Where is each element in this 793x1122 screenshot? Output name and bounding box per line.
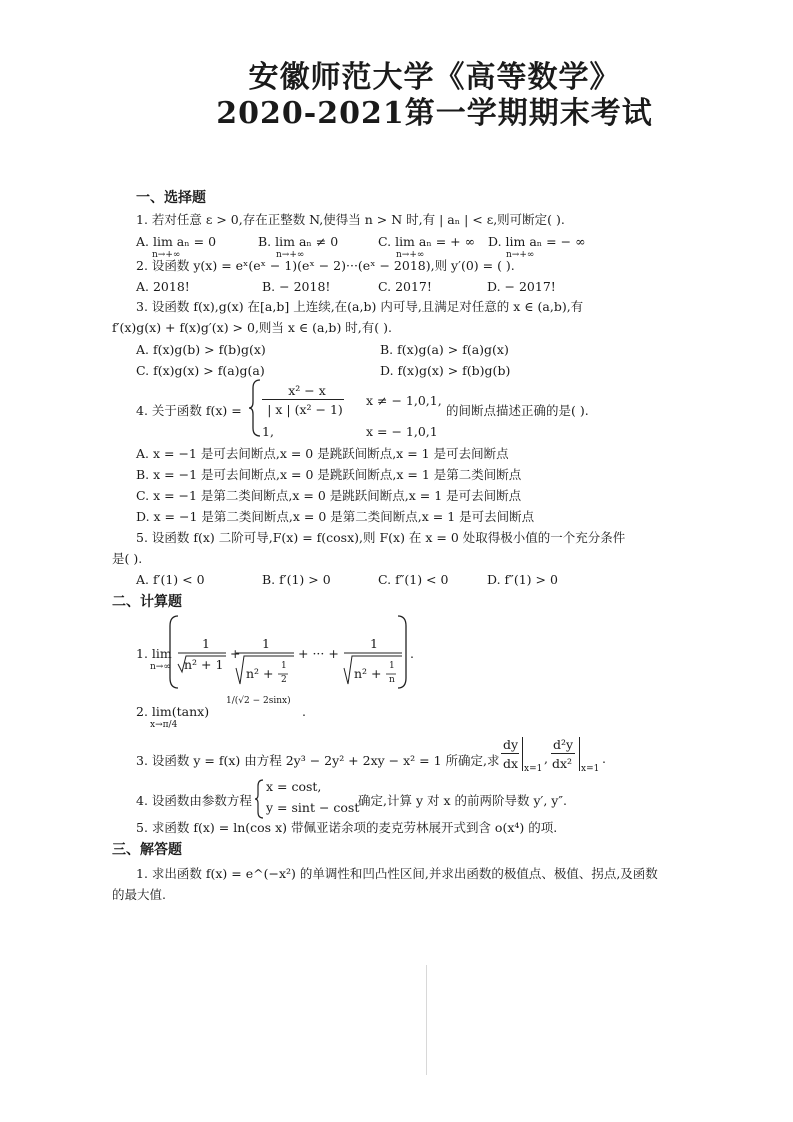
choice-q4-numerator: x² − x xyxy=(288,383,326,398)
choice-q4-suffix: 的间断点描述正确的是( ). xyxy=(446,403,589,418)
calc-q1-ellipsis: + ··· + xyxy=(298,646,339,661)
choice-q1-stem: 1. 若对任意 ε > 0,存在正整数 N,使得当 n > N 时,有 | aₙ | < ε,则可断定( ). xyxy=(136,212,565,227)
calc-q3-at-2: x=1 xyxy=(581,764,600,774)
choice-q4-condition2: x = − 1,0,1 xyxy=(366,424,438,439)
choice-q4-fraction-bar xyxy=(262,399,344,400)
choice-q3-option-b: B. f(x)g(a) > f(a)g(x) xyxy=(380,342,509,357)
section-calc-heading: 二、计算题 xyxy=(112,594,182,610)
choice-q4-condition1: x ≠ − 1,0,1, xyxy=(366,393,442,408)
calc-q3-period: . xyxy=(602,751,606,766)
calc-q3-dx: dx xyxy=(503,756,519,771)
calc-q3-fraction-bar-2 xyxy=(551,753,575,754)
calc-q1-n-numerator: 1 xyxy=(389,661,395,671)
calc-q3-dy: dy xyxy=(503,737,519,752)
choice-q1-limit-subscript-c: n→+∞ xyxy=(396,250,425,260)
calc-q2-exponent: 1/(√2 − 2sinx) xyxy=(226,696,291,706)
calc-q3-eval-bar-1 xyxy=(522,737,523,771)
choice-q4-case2: 1, xyxy=(262,424,274,439)
choice-q1-option-d: D. lim aₙ = − ∞ xyxy=(488,234,586,249)
calc-q1-denominator-3: n² + xyxy=(354,666,382,681)
calc-q4-equation-y: y = sint − cost xyxy=(266,800,360,815)
calc-q1-numerator-2: 1 xyxy=(262,636,270,651)
calc-q3-at-1: x=1 xyxy=(524,764,543,774)
section-choice-heading: 一、选择题 xyxy=(136,190,206,206)
exam-title-line1: 安徽师范大学《高等数学》 xyxy=(248,60,621,95)
choice-q3-stem-line2: f′(x)g(x) + f(x)g′(x) > 0,则当 x ∈ (a,b) 时,有( ). xyxy=(112,320,392,335)
calc-q1-plus: + xyxy=(230,646,241,661)
calc-q4-equation-x: x = cost, xyxy=(266,779,322,794)
calc-q4-prefix: 4. 设函数由参数方程 xyxy=(136,793,252,808)
answer-q1-line1: 1. 求出函数 f(x) = e^(−x²) 的单调性和凹凸性区间,并求出函数的极值点、极值、拐点,及函数 xyxy=(136,866,658,881)
calc-q2-period: . xyxy=(302,704,306,719)
choice-q4-option-c: C. x = −1 是第二类间断点,x = 0 是跳跃间断点,x = 1 是可去间断点 xyxy=(136,488,522,503)
choice-q1-option-c: C. lim aₙ = + ∞ xyxy=(378,234,476,249)
calc-q3-eval-bar-2 xyxy=(579,737,580,771)
calc-q3-dx2: dx² xyxy=(552,756,573,771)
choice-q3-stem-line1: 3. 设函数 f(x),g(x) 在[a,b] 上连续,在(a,b) 内可导,且满足对任意的 x ∈ (a,b),有 xyxy=(136,299,584,314)
calc-q3-fraction-bar-1 xyxy=(501,753,519,754)
calc-q2-text: 2. lim(tanx) xyxy=(136,704,210,719)
choice-q3-option-a: A. f(x)g(b) > f(b)g(x) xyxy=(136,342,266,357)
calc-q3-separator: , xyxy=(544,751,548,766)
choice-q1-option-a: A. lim aₙ = 0 xyxy=(136,234,217,249)
calc-q1-numerator-1: 1 xyxy=(202,636,210,651)
choice-q4-prefix: 4. 关于函数 f(x) = xyxy=(136,403,242,418)
choice-q5-option-b: B. f′(1) > 0 xyxy=(262,572,331,587)
choice-q2-option-a: A. 2018! xyxy=(136,279,190,294)
choice-q1-limit-subscript-a: n→+∞ xyxy=(152,250,181,260)
calc-q4-left-brace-icon xyxy=(254,778,264,820)
calc-q1-n-denominator: n xyxy=(389,675,395,685)
choice-q1-limit-subscript-d: n→+∞ xyxy=(506,250,535,260)
choice-q4-option-a: A. x = −1 是可去间断点,x = 0 是跳跃间断点,x = 1 是可去间断点 xyxy=(136,446,509,461)
choice-q1-limit-subscript-b: n→+∞ xyxy=(276,250,305,260)
choice-q2-option-c: C. 2017! xyxy=(378,279,432,294)
calc-q5-text: 5. 求函数 f(x) = ln(cos x) 带佩亚诺余项的麦克劳林展开式到含 o(x⁴) 的项. xyxy=(136,820,558,835)
choice-q5-stem-line2: 是( ). xyxy=(112,551,143,566)
choice-q3-option-d: D. f(x)g(x) > f(b)g(b) xyxy=(380,363,511,378)
calc-q1-period: . xyxy=(410,646,414,661)
choice-q4-left-brace-icon xyxy=(248,378,262,438)
choice-q4-option-b: B. x = −1 是可去间断点,x = 0 是跳跃间断点,x = 1 是第二类间断点 xyxy=(136,467,522,482)
answer-q1-line2: 的最大值. xyxy=(112,887,166,902)
exam-title-line2: 2020-2021第一学期期末考试 xyxy=(216,96,653,131)
choice-q5-option-c: C. f″(1) < 0 xyxy=(378,572,449,587)
choice-q3-option-c: C. f(x)g(x) > f(a)g(a) xyxy=(136,363,265,378)
choice-q2-option-d: D. − 2017! xyxy=(487,279,556,294)
scan-fold-line xyxy=(426,965,427,1075)
calc-q3-text: 3. 设函数 y = f(x) 由方程 2y³ − 2y² + 2xy − x² = 1 所确定,求 xyxy=(136,753,500,768)
choice-q1-option-b: B. lim aₙ ≠ 0 xyxy=(258,234,339,249)
calc-q2-limit-subscript: x→π/4 xyxy=(150,720,178,730)
choice-q4-option-d: D. x = −1 是第二类间断点,x = 0 是第二类间断点,x = 1 是可去间断点 xyxy=(136,509,535,524)
choice-q5-option-a: A. f′(1) < 0 xyxy=(136,572,205,587)
calc-q1-denominator-2: n² + xyxy=(246,666,274,681)
calc-q1-prefix: 1. lim xyxy=(136,646,172,661)
calc-q1-limit-subscript: n→∞ xyxy=(150,662,171,672)
calc-q1-half-denominator: 2 xyxy=(281,675,287,685)
section-answer-heading: 三、解答题 xyxy=(112,842,182,858)
calc-q1-half-numerator: 1 xyxy=(281,661,287,671)
choice-q2-stem: 2. 设函数 y(x) = eˣ(eˣ − 1)(eˣ − 2)···(eˣ − 2018),则 y′(0) = ( ). xyxy=(136,258,515,273)
choice-q4-denominator: | x | (x² − 1) xyxy=(267,402,343,417)
calc-q3-d2y: d²y xyxy=(553,737,574,752)
choice-q5-stem-line1: 5. 设函数 f(x) 二阶可导,F(x) = f(cosx),则 F(x) 在 x = 0 处取得极小值的一个充分条件 xyxy=(136,530,626,545)
calc-q1-denominator-1: n² + 1 xyxy=(184,657,224,672)
calc-q1-numerator-3: 1 xyxy=(370,636,378,651)
choice-q2-option-b: B. − 2018! xyxy=(262,279,331,294)
calc-q4-suffix: 确定,计算 y 对 x 的前两阶导数 y′, y″. xyxy=(358,793,568,808)
choice-q5-option-d: D. f″(1) > 0 xyxy=(487,572,558,587)
